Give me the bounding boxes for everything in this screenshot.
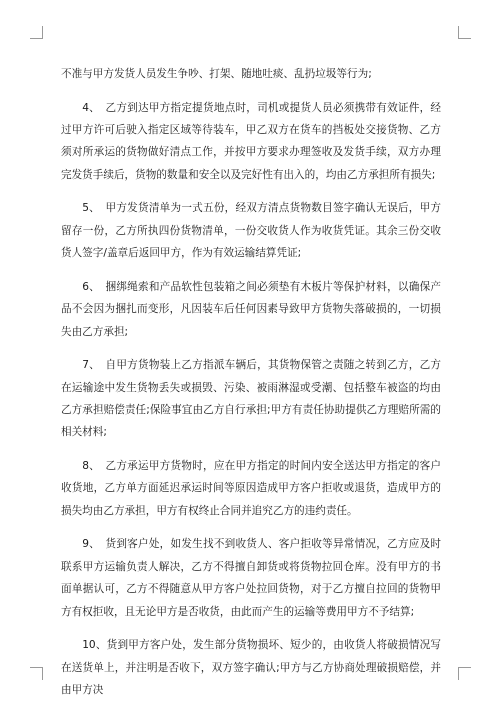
clause-5: 5、 甲方发货清单为一式五份，经双方清点货物数目签字确认无误后，甲方留存一份，乙方所执四份货物清单，一份交收货人作为收货凭证。其余三份交收货人签字/盖章后返回甲方，作为有效运输结算凭证; — [61, 202, 441, 260]
clause-8: 8、 乙方承运甲方货物时，应在甲方指定的时间内安全送达甲方指定的客户收货地，乙方单方面延迟承运时间等原因造成甲方客户拒收或退货，造成甲方的损失均由乙方承担，甲方有权终止合同并追究乙方的违约责任。 — [61, 460, 441, 517]
crop-mark-top-right — [458, 26, 471, 39]
document-body — [61, 63, 441, 713]
clause-9: 9、 货到客户处，如发生找不到收货人、客户拒收等异常情况，乙方应及时联系甲方运输负责人解决，乙方不得擅自卸货或将货物拉回仓库。没有甲方的书面单据认可，乙方不得随意从甲方客户处拉回货物，对于乙方擅自拉回的货物甲方有权拒收，且无论甲方是否收货，由此而产生的运输等费用甲方不予结算; — [61, 538, 441, 618]
crop-mark-top-left — [30, 26, 43, 39]
crop-mark-bottom-right — [458, 667, 471, 680]
crop-mark-bottom-left — [30, 667, 43, 680]
clause-7: 7、 自甲方货物装上乙方指派车辆后，其货物保管之责随之转到乙方，乙方在运输途中发生货物丢失或损毁、污染、被雨淋湿或受潮、包括整车被盗的均由乙方承担赔偿责任;保险事宜由乙方自行承担;甲方有责任协助提供乙方理赔所需的相关材料; — [61, 359, 441, 439]
clause-6: 6、 捆绑绳索和产品软性包装箱之间必须垫有木板片等保护材料，以确保产品不会因为捆扎而变形，凡因装车后任何因素导致甲方货物失落破损的，一切损失由乙方承担; — [61, 280, 441, 338]
clause-4: 4、 乙方到达甲方指定提货地点时，司机或提货人员必须携带有效证件，经过甲方许可后驶入指定区域等待装车，甲乙双方在货车的挡板处交接货物、乙方须对所承运的货物做好清点工作，并按甲方要求办理签收及发货手续，双方办理完发货手续后，货物的数量和安全以及完好性有出入的，均由乙方承担所有损失; — [61, 101, 441, 181]
paragraph-continuation: 不准与甲方发货人员发生争吵、打架、随地吐痰、乱扔垃圾等行为; — [61, 68, 372, 80]
clause-10: 10、货到甲方客户处，发生部分货物损坏、短少的，由收货人将破损情况写在送货单上，并注明是否收下，双方签字确认;甲方与乙方协商处理破损赔偿，并由甲方决 — [61, 639, 441, 697]
